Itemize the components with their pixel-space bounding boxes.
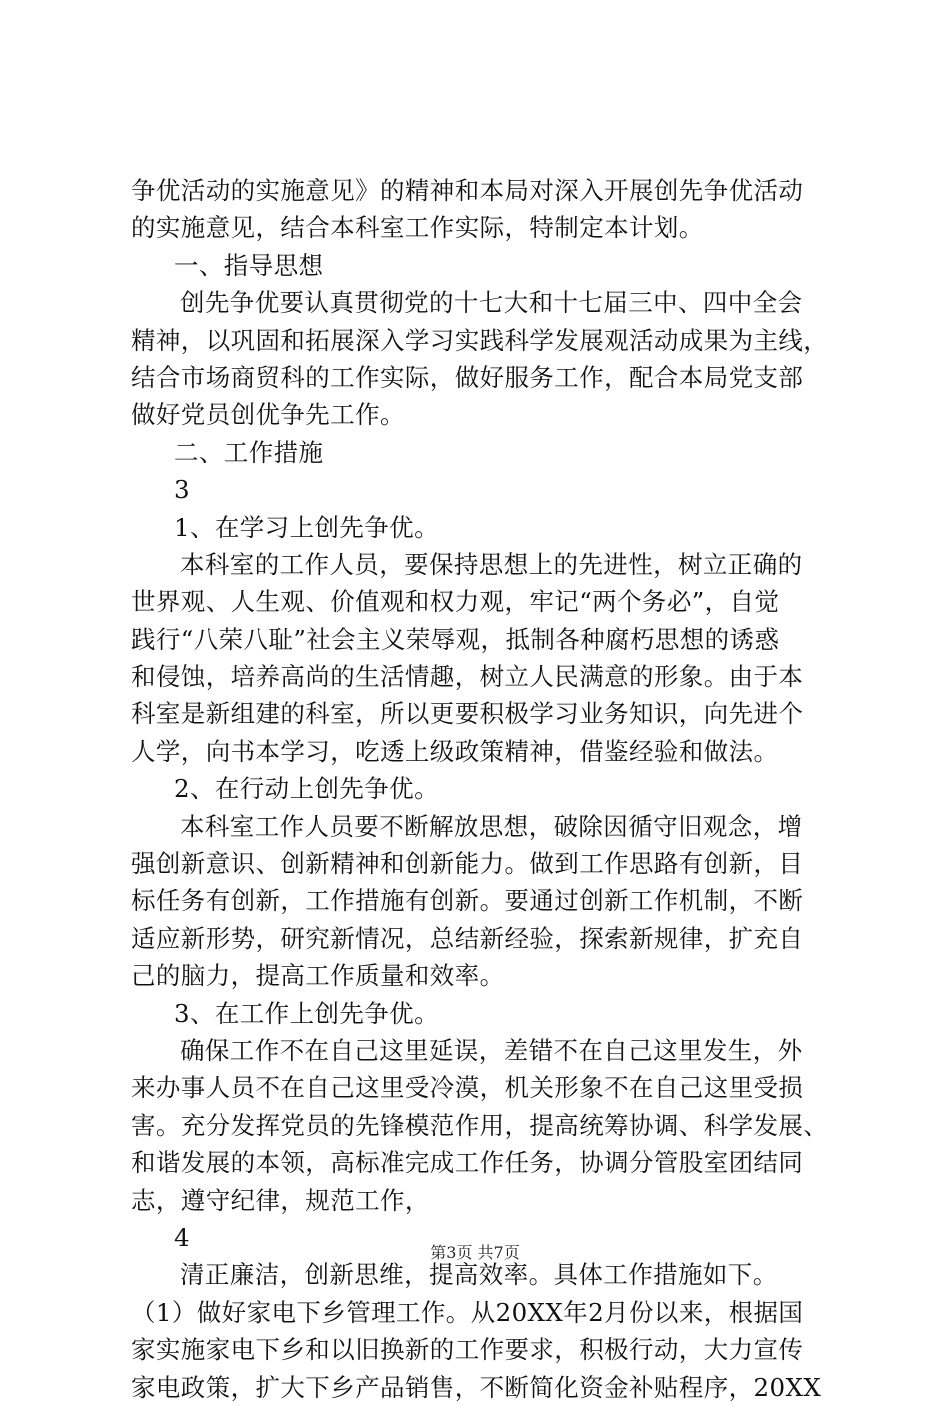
body-line: 科室是新组建的科室，所以更要积极学习业务知识，向先进个 bbox=[131, 699, 804, 729]
body-line: 世界观、人生观、价值观和权力观，牢记“两个务必”，自觉 bbox=[131, 587, 780, 617]
paragraph-start: 确保工作不在自己这里延误，差错不在自己这里发生，外 bbox=[180, 1035, 803, 1065]
body-line: 害。充分发挥党员的先锋模范作用，提高统筹协调、科学发展、 bbox=[131, 1110, 829, 1140]
paragraph-start: 清正廉洁，创新思维，提高效率。具体工作措施如下。 bbox=[180, 1260, 778, 1290]
body-line: 和侵蚀，培养高尚的生活情趣，树立人民满意的形象。由于本 bbox=[131, 662, 804, 692]
body-line: 己的脑力，提高工作质量和效率。 bbox=[131, 961, 505, 991]
body-line: 志，遵守纪律，规范工作， bbox=[131, 1185, 430, 1215]
body-line: 的实施意见，结合本科室工作实际，特制定本计划。 bbox=[131, 213, 704, 243]
document-body bbox=[131, 172, 831, 1406]
inline-number: 4 bbox=[174, 1222, 190, 1252]
body-line: 人学，向书本学习，吃透上级政策精神，借鉴经验和做法。 bbox=[131, 736, 779, 766]
paragraph-start: 创先争优要认真贯彻党的十七大和十七届三中、四中全会 bbox=[180, 288, 803, 318]
body-line: 家电政策，扩大下乡产品销售，不断简化资金补贴程序，20XX bbox=[131, 1372, 822, 1402]
body-line: 做好党员创优争先工作。 bbox=[131, 400, 405, 430]
paragraph-start: 本科室工作人员要不断解放思想，破除因循守旧观念，增 bbox=[180, 811, 803, 841]
section-heading: 二、工作措施 bbox=[174, 437, 324, 467]
body-line: 适应新形势，研究新情况，总结新经验，探索新规律，扩充自 bbox=[131, 923, 804, 953]
subsection-heading: 2、在行动上创先争优。 bbox=[174, 774, 439, 804]
body-line: 践行“八荣八耻”社会主义荣辱观，抵制各种腐朽思想的诱惑 bbox=[131, 624, 780, 654]
body-line: 标任务有创新，工作措施有创新。要通过创新工作机制，不断 bbox=[131, 886, 804, 916]
body-line: 强创新意识、创新精神和创新能力。做到工作思路有创新，目 bbox=[131, 849, 804, 879]
subsection-heading: 1、在学习上创先争优。 bbox=[174, 512, 439, 542]
body-line: 精神，以巩固和拓展深入学习实践科学发展观活动成果为主线， bbox=[131, 325, 829, 355]
body-line: 家实施家电下乡和以旧换新的工作要求，积极行动，大力宣传 bbox=[131, 1335, 804, 1365]
body-line: 和谐发展的本领，高标准完成工作任务，协调分管股室团结同 bbox=[131, 1148, 804, 1178]
subsection-heading: 3、在工作上创先争优。 bbox=[174, 998, 439, 1028]
body-line: 结合市场商贸科的工作实际，做好服务工作，配合本局党支部 bbox=[131, 362, 804, 392]
body-line: 来办事人员不在自己这里受冷漠，机关形象不在自己这里受损 bbox=[131, 1073, 804, 1103]
section-heading: 一、指导思想 bbox=[174, 250, 324, 280]
inline-number: 3 bbox=[174, 475, 190, 505]
body-line: 争优活动的实施意见》的精神和本局对深入开展创先争优活动 bbox=[131, 176, 804, 205]
page-footer: 第3页 共7页 bbox=[430, 1243, 520, 1262]
paragraph-start: 本科室的工作人员，要保持思想上的先进性，树立正确的 bbox=[180, 549, 803, 579]
body-line: （1）做好家电下乡管理工作。从20XX年2月份以来，根据国 bbox=[131, 1297, 804, 1327]
